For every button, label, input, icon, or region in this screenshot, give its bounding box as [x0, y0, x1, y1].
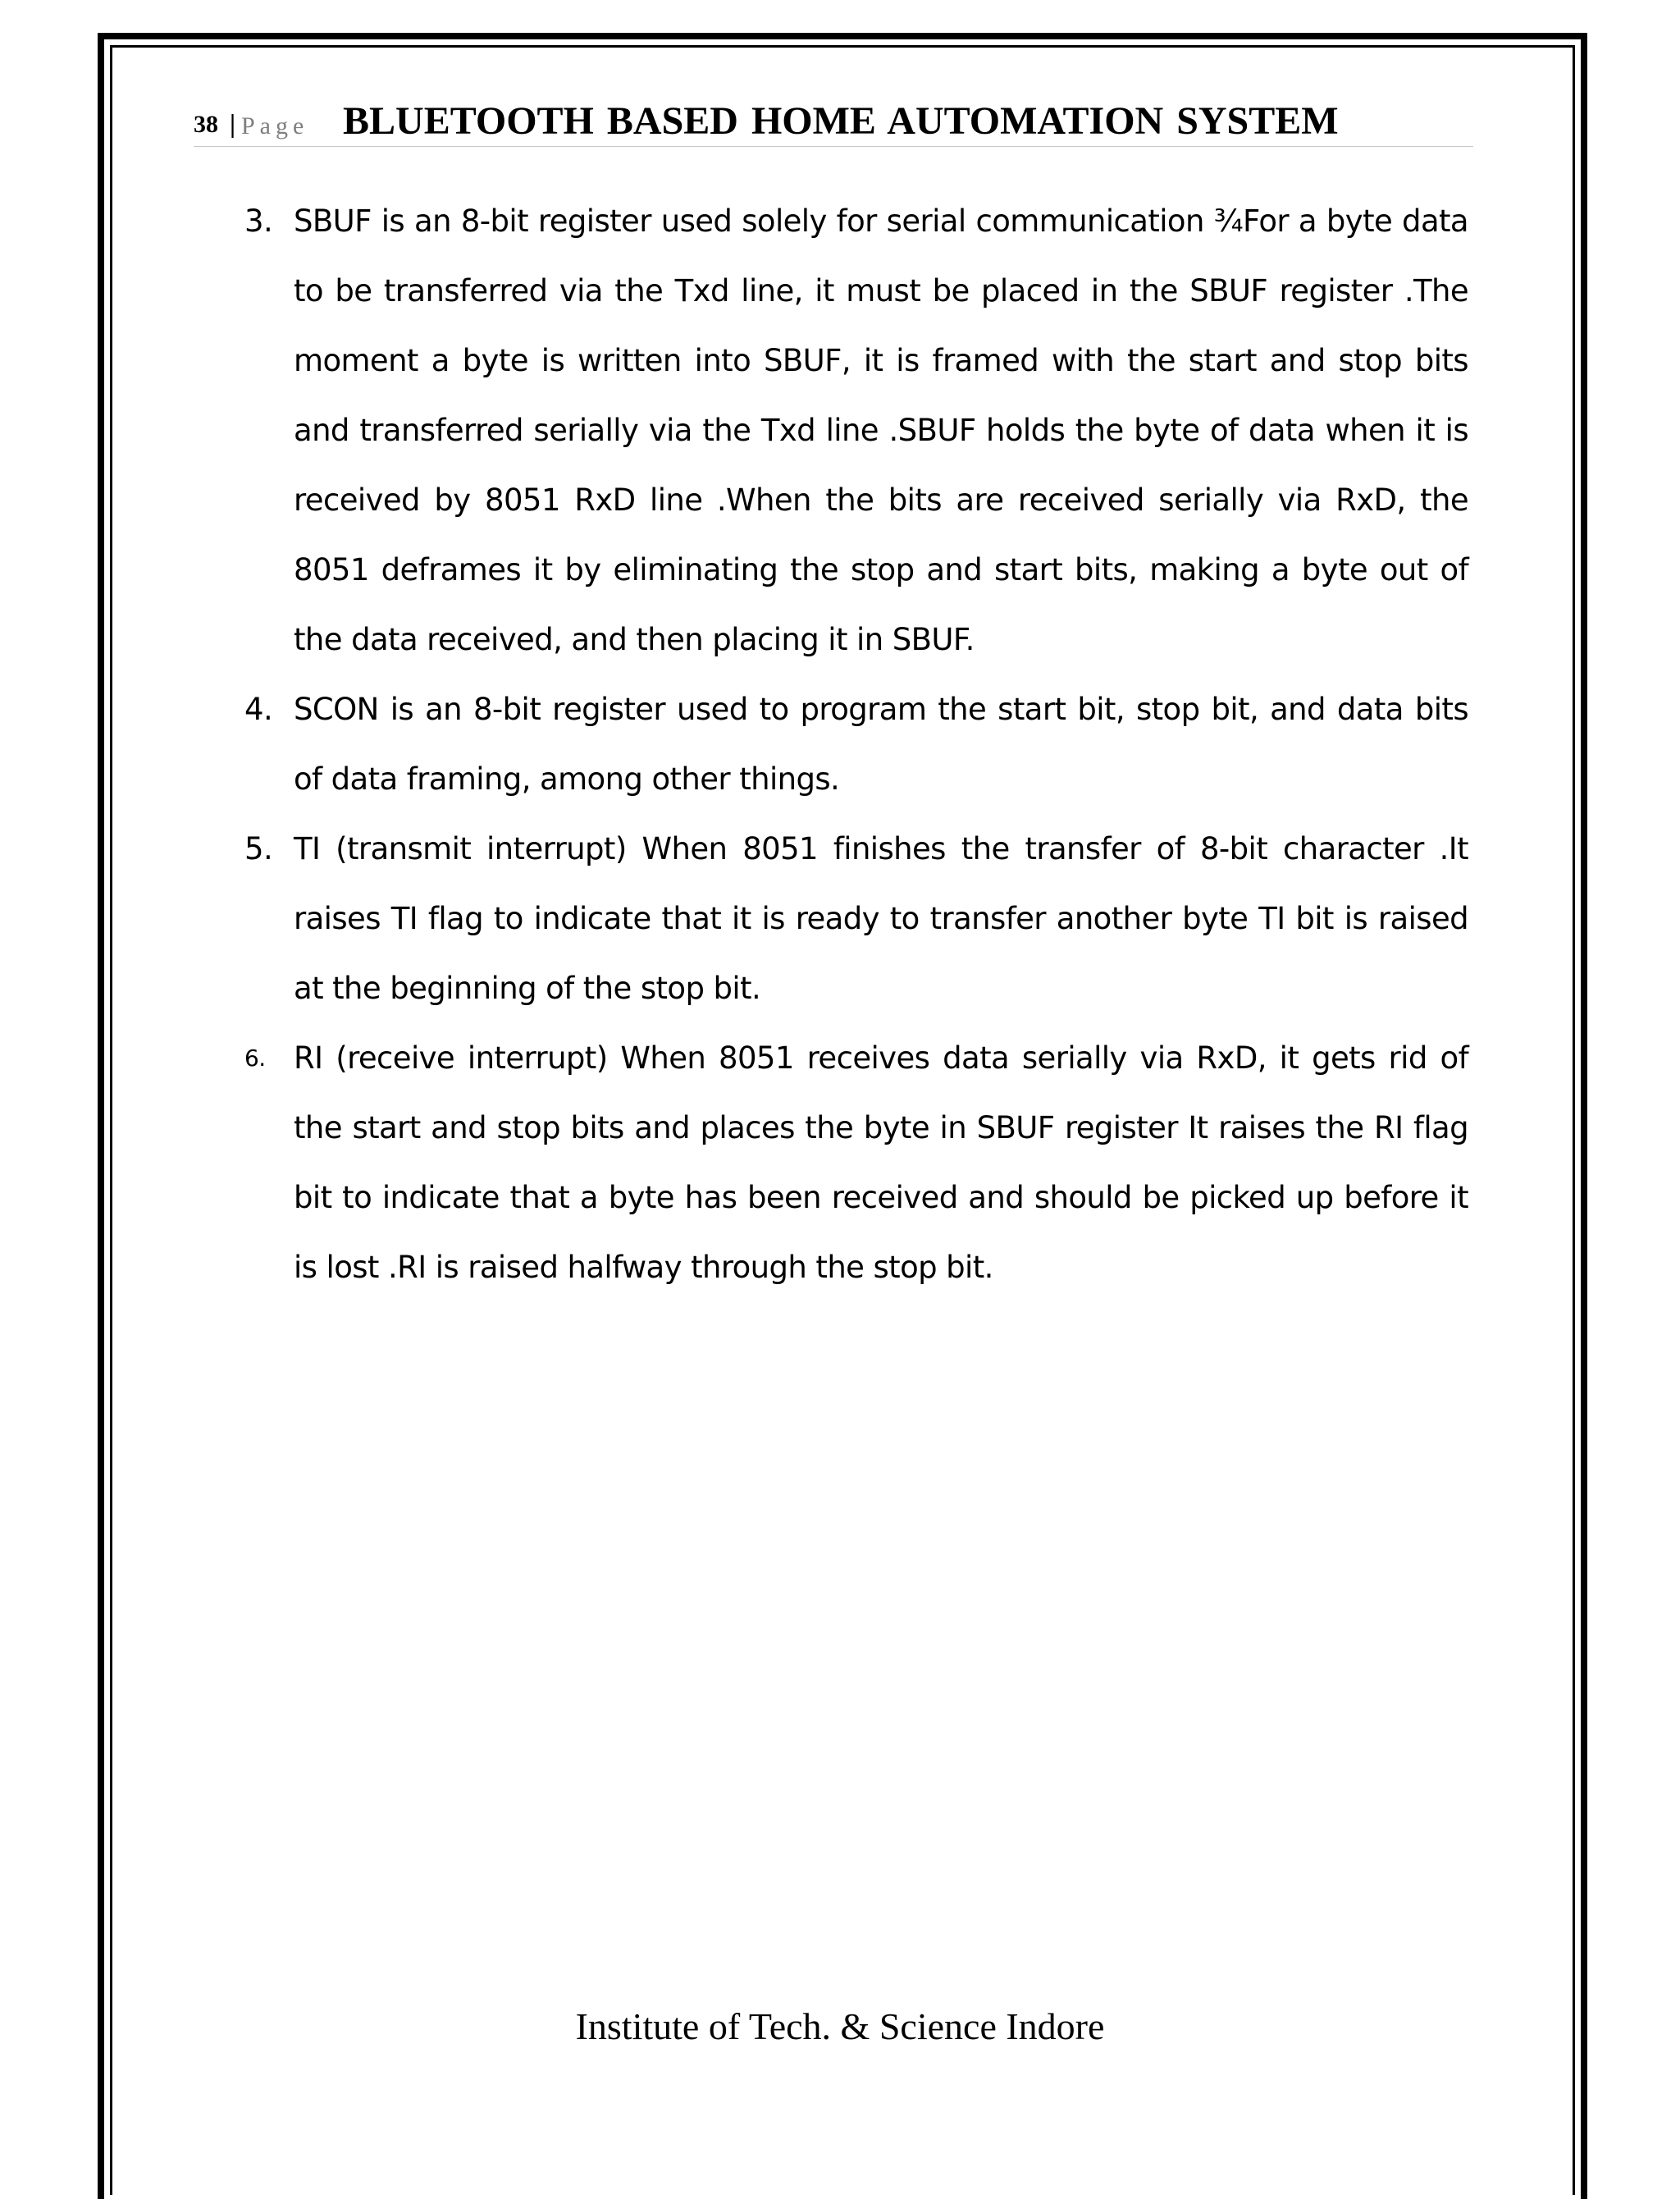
- list-item: [238, 674, 1468, 814]
- list-item-text: SBUF is an 8-bit register used solely for serial communication ¾For a byte data to be transferred via the Txd line, it must be placed in the SBUF register .The moment a byte is written into SBUF, it is framed with the start and stop bits and transferred serially via the Txd line .SBUF holds the byte of data when it is received by 8051 RxD line .When the bits are received serially via RxD, the 8051 deframes it by eliminating the stop and start bits, making a byte out of the data received, and then placing it in SBUF.: [294, 203, 1468, 657]
- list-item-number: 4.: [244, 692, 273, 727]
- list-item: [238, 814, 1468, 1023]
- list-item-text: RI (receive interrupt) When 8051 receives data serially via RxD, it gets rid of the start and stop bits and places the byte in SBUF register It raises the RI flag bit to indicate that a byte has been received and should be picked up before it is lost .RI is raised halfway through the stop bit.: [294, 1040, 1468, 1285]
- page-footer: Institute of Tech. & Science Indore: [575, 2005, 1105, 2047]
- main-content: [238, 186, 1468, 1302]
- page-header: [194, 97, 1473, 147]
- document-title: BLUETOOTH BASED HOME AUTOMATION SYSTEM: [343, 99, 1339, 143]
- page-label: Page: [241, 112, 309, 139]
- list-item-number: 6.: [244, 1045, 266, 1072]
- page-separator: |: [230, 108, 236, 138]
- list-item: [238, 1023, 1468, 1302]
- list-item: [238, 186, 1468, 674]
- page-number: 38: [194, 111, 218, 138]
- list-item-text: TI (transmit interrupt) When 8051 finishes the transfer of 8-bit character .It raises TI flag to indicate that it is ready to transfer another byte TI bit is raised at the beginning of the stop bit.: [294, 831, 1468, 1006]
- list-item-number: 5.: [244, 831, 273, 866]
- list-item-text: SCON is an 8-bit register used to program the start bit, stop bit, and data bits of data framing, among other things.: [294, 692, 1468, 797]
- list-item-number: 3.: [244, 203, 273, 239]
